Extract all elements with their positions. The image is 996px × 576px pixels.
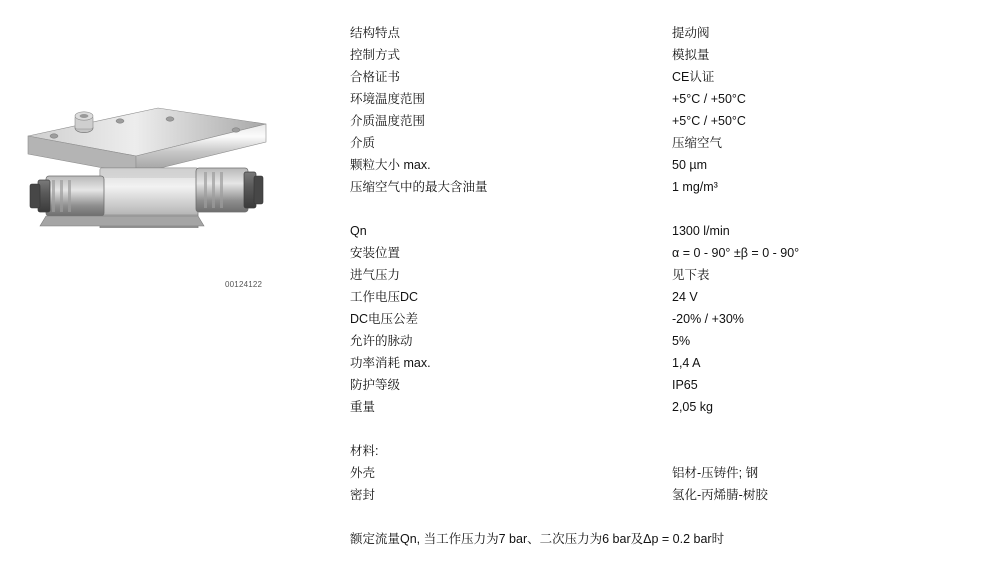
- spec-label: 工作电压DC: [350, 290, 419, 304]
- pneumatic-valve-illustration: [8, 88, 308, 228]
- spec-value: 24 V: [672, 290, 698, 304]
- spec-value: -20% / +30%: [672, 312, 744, 326]
- spec-row: [350, 154, 970, 176]
- spec-value: 50 µm: [672, 158, 707, 172]
- spec-row: [350, 220, 970, 242]
- flow-rate-footnote: 额定流量Qn, 当工作压力为7 bar、二次压力为6 bar及Δp = 0.2 bar时: [350, 532, 725, 546]
- spec-row: [350, 88, 970, 110]
- spec-label: DC电压公差: [350, 312, 419, 326]
- spec-label: 压缩空气中的最大含油量: [350, 180, 488, 194]
- valve-base-rail: [40, 216, 204, 226]
- spec-label: 控制方式: [350, 48, 401, 62]
- spec-label: 介质温度范围: [350, 114, 426, 128]
- spec-value: α = 0 - 90° ±β = 0 - 90°: [672, 246, 800, 260]
- spec-label: 安装位置: [350, 246, 401, 260]
- spec-row: [350, 352, 970, 374]
- valve-top-manifold: [28, 108, 266, 174]
- spec-row: [350, 462, 970, 484]
- spec-row: [350, 484, 970, 506]
- spec-label: 结构特点: [350, 26, 401, 40]
- spec-row: [350, 176, 970, 198]
- spec-group-performance: [350, 220, 970, 418]
- spec-value: 铝材-压铸件; 钢: [672, 466, 759, 480]
- spec-value: 见下表: [672, 268, 710, 282]
- spec-row: [350, 132, 970, 154]
- spec-row: [350, 44, 970, 66]
- spec-value: +5°C / +50°C: [672, 92, 746, 106]
- spec-row: [350, 308, 970, 330]
- valve-right-solenoid: [196, 168, 263, 212]
- spec-group-materials: [350, 462, 970, 506]
- spec-value: 压缩空气: [672, 136, 723, 150]
- spec-row: [350, 264, 970, 286]
- spec-row: [350, 242, 970, 264]
- spec-label: 合格证书: [350, 70, 401, 84]
- valve-left-solenoid: [30, 176, 104, 216]
- spacer: [350, 418, 970, 440]
- spec-row: [350, 330, 970, 352]
- spec-row: [350, 110, 970, 132]
- spec-label: 防护等级: [350, 378, 401, 392]
- spec-label: 允许的脉动: [350, 334, 413, 348]
- spec-group-general: [350, 22, 970, 198]
- spec-value: 5%: [672, 334, 691, 348]
- spec-value: CE认证: [672, 70, 715, 84]
- spec-label: 功率消耗 max.: [350, 356, 431, 370]
- spec-row: [350, 286, 970, 308]
- spec-value: 提动阀: [672, 26, 710, 40]
- spec-row: [350, 22, 970, 44]
- materials-section-title: 材料:: [350, 444, 379, 458]
- spec-value: 1,4 A: [672, 356, 701, 370]
- specification-table: [350, 22, 970, 550]
- spec-value: 1 mg/m³: [672, 180, 718, 194]
- spec-label: 环境温度范围: [350, 92, 426, 106]
- spec-row: [350, 396, 970, 418]
- spec-value: IP65: [672, 378, 698, 392]
- spec-value: 1300 l/min: [672, 224, 730, 238]
- spec-label: 进气压力: [350, 268, 401, 282]
- figure-caption: 00124122: [225, 280, 263, 289]
- spacer: [350, 198, 970, 220]
- spec-label: 颗粒大小 max.: [350, 158, 431, 172]
- product-image-pane: [0, 0, 340, 576]
- spec-value: 模拟量: [672, 48, 710, 62]
- spec-label: 外壳: [350, 466, 376, 480]
- spec-label: 介质: [350, 136, 376, 150]
- spec-label: Qn: [350, 224, 367, 238]
- spec-label: 密封: [350, 488, 376, 502]
- spec-row: [350, 66, 970, 88]
- spec-value: 2,05 kg: [672, 400, 714, 414]
- spec-value: 氢化-丙烯腈-树胶: [672, 488, 768, 502]
- spec-row: [350, 374, 970, 396]
- spec-value: +5°C / +50°C: [672, 114, 746, 128]
- spec-label: 重量: [350, 400, 376, 414]
